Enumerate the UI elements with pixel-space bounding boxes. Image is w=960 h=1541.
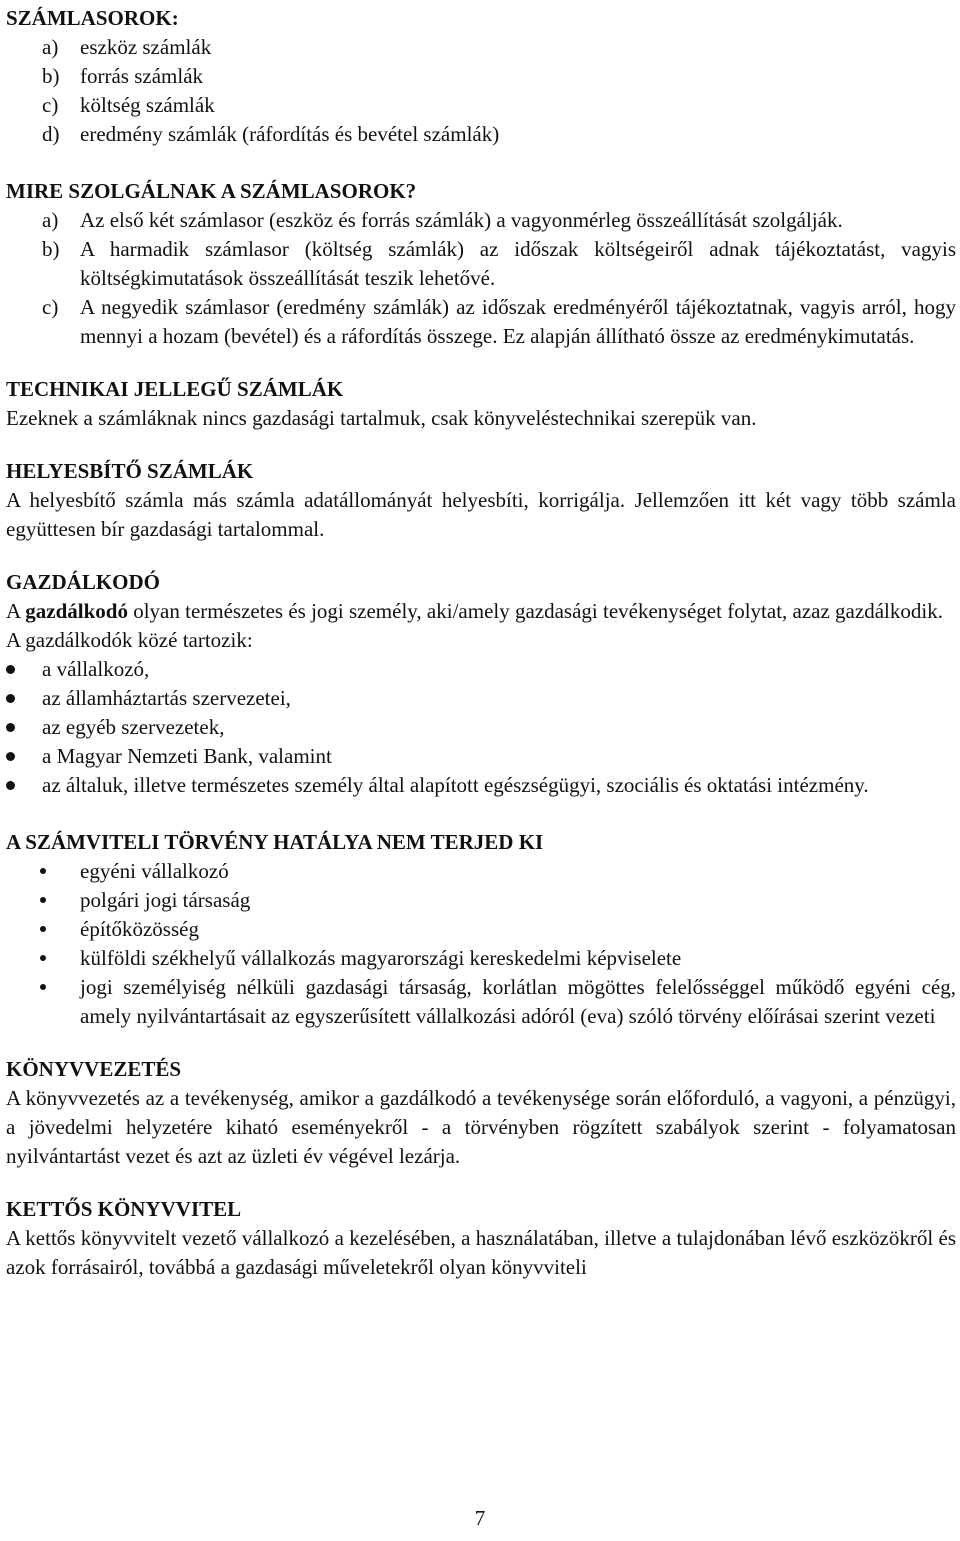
section-title-szamviteli-torveny: A SZÁMVITELI TÖRVÉNY HATÁLYA NEM TERJED KI <box>6 830 544 854</box>
bullet-icon <box>40 984 46 990</box>
section-title-konyvvezetes: KÖNYVVEZETÉS <box>6 1057 182 1081</box>
bullet-icon <box>40 897 46 903</box>
list-item-text: az egyéb szervezetek, <box>42 715 225 739</box>
list-item-text: A harmadik számlasor (költség számlák) az időszak költségeiről adnak tájékoztatást, vagyis költségkimutatások összeállítását teszik lehetővé. <box>80 237 956 290</box>
list-item <box>6 771 956 800</box>
mire-szolgalnak-list <box>6 206 956 351</box>
list-item-text: költség számlák <box>80 93 215 117</box>
bullet-icon <box>40 868 46 874</box>
list-item-text: az államháztartás szervezetei, <box>42 686 291 710</box>
section-title-kettos-konyvvitel: KETTŐS KÖNYVVITEL <box>6 1197 242 1221</box>
section-title-szamlasorok: SZÁMLASOROK: <box>6 6 179 30</box>
list-item <box>6 293 956 351</box>
kettos-konyvvitel-paragraph: A kettős könyvvitelt vezető vállalkozó a kezelésében, a használatában, illetve a tulajdonában lévő eszközökről és azok forrásairól, továbbá a gazdasági műveletekről olyan könyvviteli <box>6 1226 956 1279</box>
list-item-text: építőközösség <box>80 917 199 941</box>
list-item <box>6 655 956 684</box>
list-item <box>6 713 956 742</box>
gazdalkodok-list <box>6 655 956 800</box>
bullet-icon <box>40 955 46 961</box>
definition-text: olyan természetes és jogi személy, aki/amely gazdasági tevékenységet folytat, azaz gazdálkodik. <box>127 599 943 623</box>
list-marker: a) <box>42 208 59 232</box>
section-title-mire-szolgalnak: MIRE SZOLGÁLNAK A SZÁMLASOROK? <box>6 179 417 203</box>
list-marker: b) <box>42 237 60 261</box>
list-item-text: a vállalkozó, <box>42 657 150 681</box>
gazdalkodok-intro: A gazdálkodók közé tartozik: <box>6 628 253 652</box>
bullet-icon <box>6 694 15 703</box>
list-item <box>6 973 956 1031</box>
list-item <box>6 742 956 771</box>
list-item <box>6 235 956 293</box>
list-marker: a) <box>42 35 59 59</box>
list-item <box>6 62 956 91</box>
definition-prefix: A <box>6 599 26 623</box>
definition-term: gazdálkodó <box>25 599 128 623</box>
list-item <box>6 684 956 713</box>
list-item <box>6 886 956 915</box>
list-item-text: polgári jogi társaság <box>80 888 251 912</box>
gazdalkodo-definition <box>6 597 956 626</box>
list-item-text: Az első két számlasor (eszköz és forrás számlák) a vagyonmérleg összeállítását szolgálják. <box>80 208 843 232</box>
szamlasorok-list <box>6 33 956 149</box>
list-marker: b) <box>42 64 60 88</box>
technikai-paragraph: Ezeknek a számláknak nincs gazdasági tartalmuk, csak könyveléstechnikai szerepük van. <box>6 406 757 430</box>
list-item-text: forrás számlák <box>80 64 204 88</box>
list-marker: c) <box>42 93 59 117</box>
section-title-technikai: TECHNIKAI JELLEGŰ SZÁMLÁK <box>6 377 344 401</box>
list-item-text: eredmény számlák (ráfordítás és bevétel számlák) <box>80 122 500 146</box>
list-item <box>6 206 956 235</box>
bullet-icon <box>6 752 15 761</box>
list-item <box>6 33 956 62</box>
konyvvezetes-paragraph: A könyvvezetés az a tevékenység, amikor a gazdálkodó a tevékenysége során előforduló, a vagyoni, a pénzügyi, a jövedelmi helyzetére kiható eseményekről - a törvényben rögzített szabályok szerint - folyamatosan nyilvántartást vezet és azt az üzleti év végével lezárja. <box>6 1086 956 1168</box>
list-item-text: az általuk, illetve természetes személy által alapított egészségügyi, szociális és oktatási intézmény. <box>42 773 869 797</box>
list-item-text: A negyedik számlasor (eredmény számlák) az időszak eredményéről tájékoztatnak, vagyis arról, hogy mennyi a hozam (bevétel) és a ráfordítás összege. Ez alapján állítható össze az eredménykimutatás. <box>80 295 956 348</box>
bullet-icon <box>6 723 15 732</box>
list-item-text: jogi személyiség nélküli gazdasági társaság, korlátlan mögöttes felelősséggel működő egyéni cég, amely nyilvántartásait az egyszerűsített vállalkozási adóról (eva) szóló törvény előírásai szerint vezeti <box>80 975 956 1028</box>
section-title-helyesbito: HELYESBÍTŐ SZÁMLÁK <box>6 459 254 483</box>
list-item-text: egyéni vállalkozó <box>80 859 229 883</box>
list-marker: c) <box>42 295 59 319</box>
list-item <box>6 857 956 886</box>
hatalya-list <box>6 857 956 1031</box>
list-item <box>6 120 956 149</box>
list-item <box>6 915 956 944</box>
list-item-text: eszköz számlák <box>80 35 212 59</box>
bullet-icon <box>6 781 15 790</box>
list-item-text: a Magyar Nemzeti Bank, valamint <box>42 744 332 768</box>
list-item <box>6 91 956 120</box>
list-marker: d) <box>42 122 60 146</box>
bullet-icon <box>6 665 15 674</box>
page-number: 7 <box>474 1506 486 1530</box>
section-title-gazdalkodo: GAZDÁLKODÓ <box>6 570 161 594</box>
list-item <box>6 944 956 973</box>
helyesbito-paragraph: A helyesbítő számla más számla adatállományát helyesbíti, korrigálja. Jellemzően itt két vagy több számla együttesen bír gazdasági tartalommal. <box>6 488 956 541</box>
document-page <box>6 4 956 1282</box>
list-item-text: külföldi székhelyű vállalkozás magyarországi kereskedelmi képviselete <box>80 946 682 970</box>
bullet-icon <box>40 926 46 932</box>
